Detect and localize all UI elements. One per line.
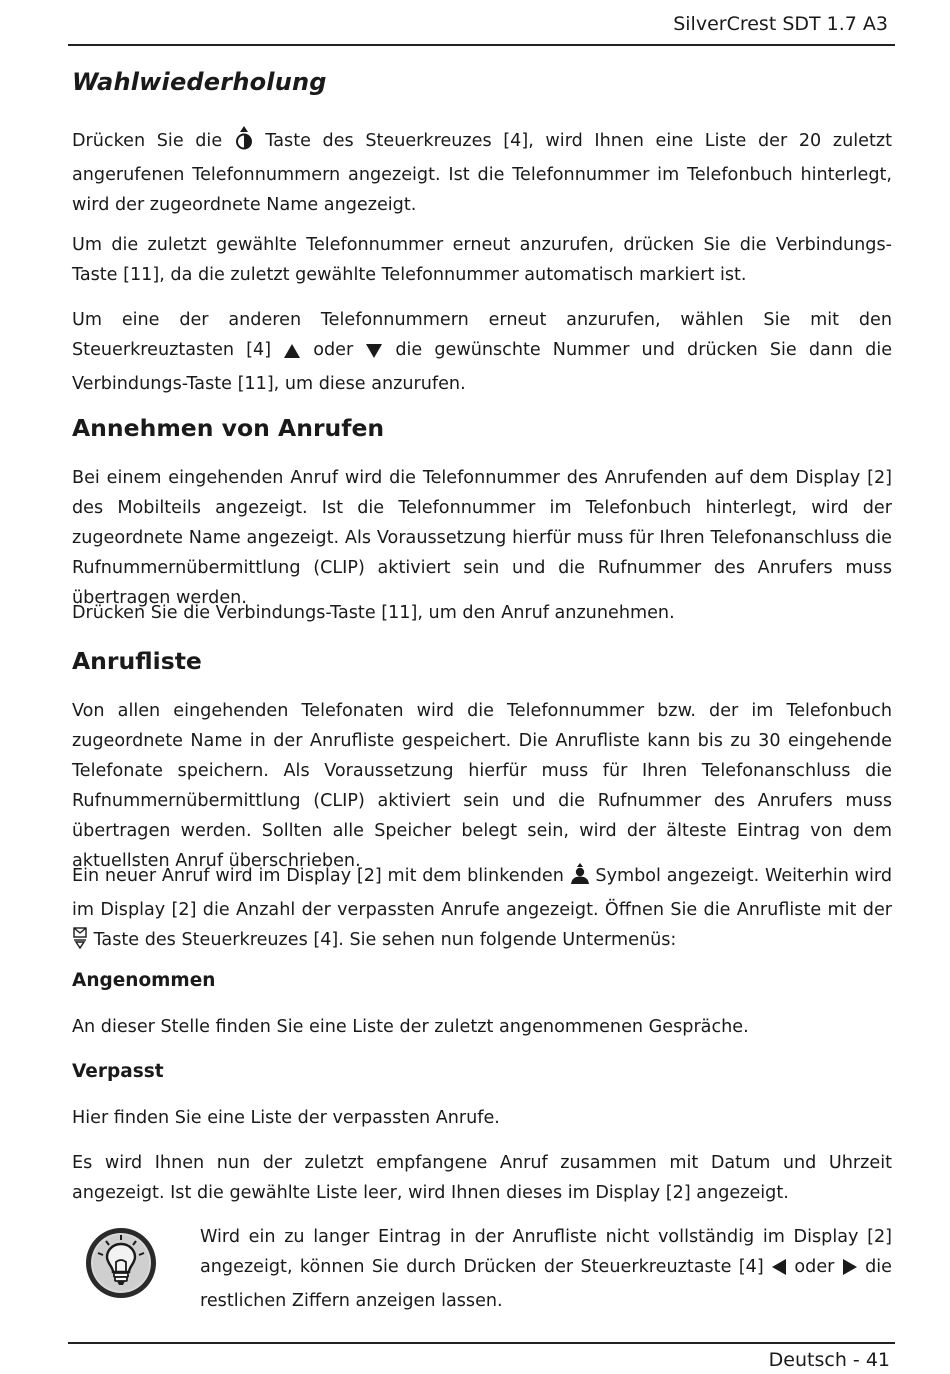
verpasst-text: Hier finden Sie eine Liste der verpassten Anrufe. [72,1108,500,1128]
footer-rule [68,1342,895,1344]
header-rule [68,44,895,46]
arrow-down-icon [365,339,383,369]
redial-paragraph-1 [72,126,892,220]
calllist-paragraph-1: Von allen eingehenden Telefonaten wird die Telefonnummer bzw. der im Telefonbuch zugeordnete Name in der Anrufliste gespeichert. Die Anrufliste kann bis zu 30 eingehende Telefonate speichern. Als Voraussetzung hierfür muss für Ihren Telefonanschluss die Rufnummernübermittlung (CLIP) aktiviert sein und die Rufnummer des Anrufers muss übertragen werden. Sollten alle Speicher belegt sein, wird der älteste Eintrag von dem aktuellsten Anruf überschrieben. [72,701,892,871]
arrow-left-icon [771,1256,787,1286]
calllist-p2-start: Ein neuer Anruf wird im Display [2] mit dem blinkenden [72,866,564,886]
arrow-up-icon [283,339,301,369]
redial-p3-or: oder [313,340,354,360]
missed-call-person-icon [570,863,590,895]
calllist-envelope-key-icon [72,927,88,959]
lightbulb-tip-icon [84,1226,158,1300]
header-title: SilverCrest SDT 1.7 A3 [673,13,888,35]
tip-text-end: die restlichen Ziffern anzeigen lassen. [200,1257,893,1311]
footer-page-label [769,1349,890,1371]
calllist-paragraph-2 [72,861,892,959]
redial-key-icon [234,126,254,160]
heading-wahlwiederholung: Wahlwiederholung [72,68,327,96]
arrow-right-icon [842,1256,858,1286]
calllist-p2-end: Taste des Steuerkreuzes [4]. Sie sehen nun folgende Untermenüs: [93,930,677,950]
heading-annehmen: Annehmen von Anrufen [72,414,385,442]
calllist-p2-mid: Symbol angezeigt. Weiterhin wird im Display [2] die Anzahl der verpassten Anrufe angezeigt. Öffnen Sie die Anrufliste mit der [72,866,893,920]
tip-text-or: oder [794,1257,835,1277]
tip-text [200,1222,892,1316]
footer-separator: - [852,1349,860,1371]
redial-paragraph-3 [72,305,892,399]
redial-p3-end: die gewünschte Nummer und drücken Sie dann die Verbindungs-Taste [11], um diese anzurufen. [72,340,893,394]
redial-paragraph-2: Um die zuletzt gewählte Telefonnummer erneut anzurufen, drücken Sie die Verbindungs-Taste [11], da die zuletzt gewählte Telefonnummer automatisch markiert ist. [72,235,892,285]
tip-text-start: Wird ein zu langer Eintrag in der Anrufliste nicht vollständig im Display [2] angezeigt, können Sie durch Drücken der Steuerkreuztaste [4] [200,1227,892,1277]
accept-paragraph-1: Bei einem eingehenden Anruf wird die Telefonnummer des Anrufenden auf dem Display [2] des Mobilteils angezeigt. Ist die Telefonnummer im Telefonbuch hinterlegt, wird der zugeordnete Name angezeigt. Als Voraussetzung hierfür muss für Ihren Telefonanschluss die Rufnummernübermittlung (CLIP) aktiviert sein und die Rufnummer des Anrufers muss übertragen werden. [72,468,892,608]
heading-anrufliste: Anrufliste [72,647,202,675]
footer-language: Deutsch [768,1349,847,1371]
footer-page-number: 41 [865,1349,890,1371]
redial-p1-rest: Taste des Steuerkreuzes [4], wird Ihnen eine Liste der 20 zuletzt angerufenen Telefonnummern angezeigt. Ist die Telefonnummer im Telefonbuch hinterlegt, wird der zugeordnete Name angezeigt. [72,131,892,215]
calllist-paragraph-3: Es wird Ihnen nun der zuletzt empfangene Anruf zusammen mit Datum und Uhrzeit angezeigt. Ist die gewählte Liste leer, wird Ihnen dieses im Display [2] angezeigt. [72,1153,892,1203]
redial-p1-start: Drücken Sie die [72,131,223,151]
redial-p3-start: Um eine der anderen Telefonnummern erneut anzurufen, wählen Sie mit den Steuerkreuztasten [4] [72,310,892,360]
accept-paragraph-2: Drücken Sie die Verbindungs-Taste [11], um den Anruf anzunehmen. [72,603,675,623]
angenommen-text: An dieser Stelle finden Sie eine Liste der zuletzt angenommenen Gespräche. [72,1017,749,1037]
heading-angenommen: Angenommen [72,970,216,991]
heading-verpasst: Verpasst [72,1061,164,1082]
